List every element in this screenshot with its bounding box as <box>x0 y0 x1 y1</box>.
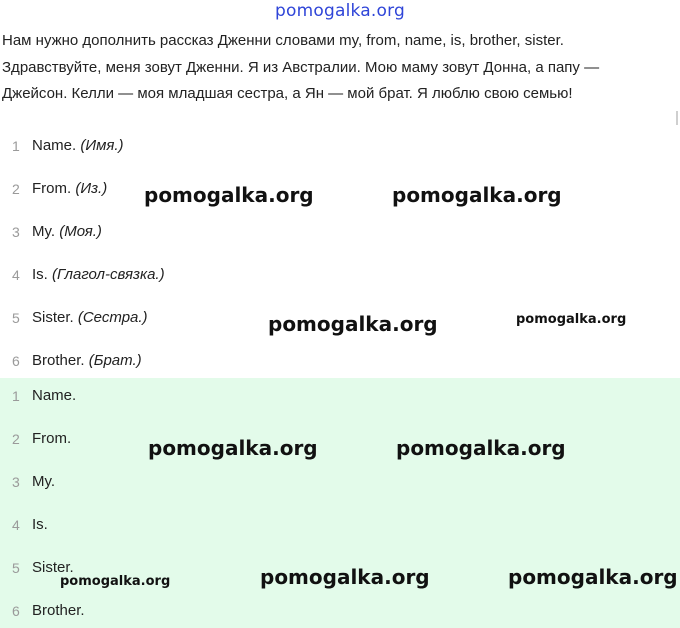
scrollbar-thumb[interactable] <box>676 111 678 125</box>
item-text <box>32 265 165 285</box>
item-word: Sister. <box>32 559 74 576</box>
item-text <box>32 179 107 199</box>
intro-line-1: Нам нужно дополнить рассказ Дженни словами my, from, name, is, brother, sister. <box>2 32 564 49</box>
item-translation: (Моя.) <box>59 223 102 240</box>
item-number: 6 <box>12 603 20 619</box>
item-word: My. <box>32 223 56 240</box>
item-translation: (Брат.) <box>88 352 142 369</box>
watermark: pomogalka.org <box>392 183 562 207</box>
item-number: 5 <box>12 560 20 576</box>
item-translation: (Имя.) <box>80 137 124 154</box>
watermark: pomogalka.org <box>516 312 627 327</box>
item-word: Is. <box>32 516 48 533</box>
item-number: 5 <box>12 310 20 326</box>
watermark: pomogalka.org <box>148 436 318 460</box>
item-word: Name. <box>32 137 77 154</box>
item-word: Is. <box>32 266 48 283</box>
item-translation: (Из.) <box>75 180 108 197</box>
watermark: pomogalka.org <box>396 436 566 460</box>
item-number: 2 <box>12 431 20 447</box>
item-word: Brother. <box>32 352 85 369</box>
item-text <box>32 136 124 156</box>
watermark: pomogalka.org <box>144 183 314 207</box>
watermark: pomogalka.org <box>260 565 430 589</box>
item-number: 3 <box>12 474 20 490</box>
item-number: 1 <box>12 138 20 154</box>
item-word: Brother. <box>32 602 85 619</box>
watermark: pomogalka.org <box>508 565 678 589</box>
question-list <box>0 125 680 378</box>
site-logo: pomogalka.org <box>275 1 405 21</box>
watermark: pomogalka.org <box>60 574 171 589</box>
item-word: From. <box>32 430 72 447</box>
item-number: 4 <box>12 517 20 533</box>
item-text <box>32 351 142 371</box>
item-word: Name. <box>32 387 77 404</box>
intro-line-3: Джейсон. Келли — моя младшая сестра, а Ян — мой брат. Я люблю свою семью! <box>2 85 573 102</box>
watermark: pomogalka.org <box>268 312 438 336</box>
item-text <box>32 222 102 242</box>
item-number: 1 <box>12 388 20 404</box>
item-translation: (Глагол-связка.) <box>52 266 165 283</box>
item-number: 3 <box>12 224 20 240</box>
intro-text <box>2 28 674 108</box>
item-number: 4 <box>12 267 20 283</box>
answer-list <box>0 378 680 628</box>
intro-line-2: Здравствуйте, меня зовут Дженни. Я из Австралии. Мою маму зовут Донна, а папу — <box>2 58 600 76</box>
item-number: 6 <box>12 353 20 369</box>
item-number: 2 <box>12 181 20 197</box>
item-word: Sister. <box>32 309 74 326</box>
item-translation: (Сестра.) <box>77 309 148 326</box>
item-text <box>32 308 148 328</box>
item-word: My. <box>32 473 56 490</box>
item-word: From. <box>32 180 72 197</box>
